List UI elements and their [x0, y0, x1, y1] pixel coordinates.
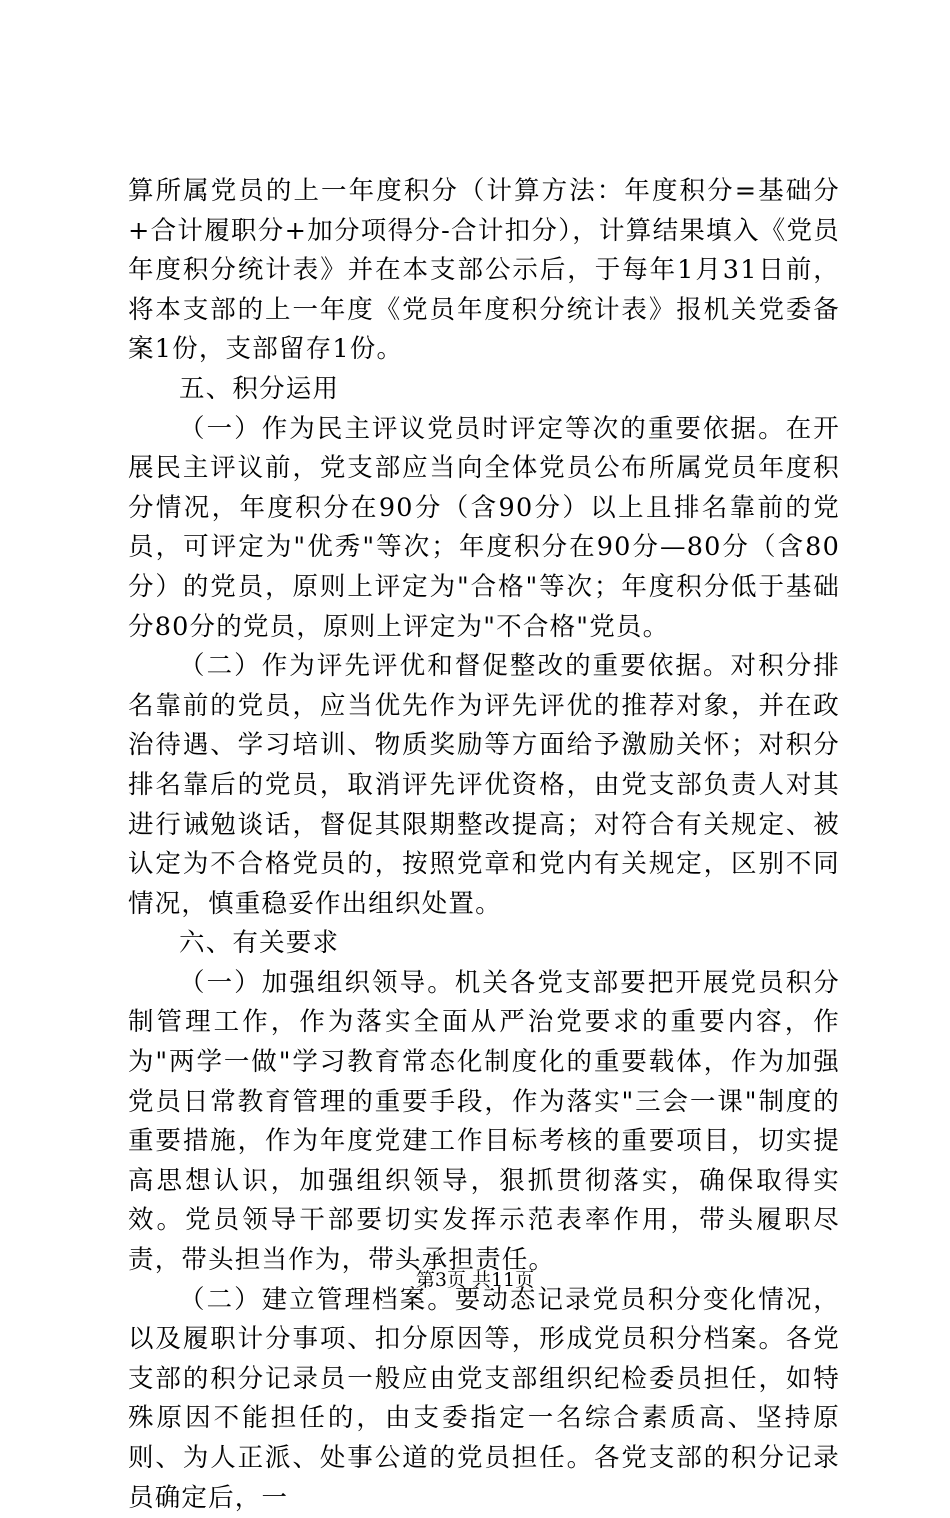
paragraph-six-two: （二）建立管理档案。要动态记录党员积分变化情况，以及履职计分事项、扣分原因等，形成党员积分档案。各党支部的积分记录员一般应由党支部组织纪检委员担任，如特殊原因不能担任的，由支委指定一名综合素质高、坚持原则、为人正派、处事公道的党员担任。各党支部的积分记录员确定后，一: [128, 1284, 840, 1513]
paragraph-six-one: （一）加强组织领导。机关各党支部要把开展党员积分制管理工作，作为落实全面从严治党要求的重要内容，作为"两学一做"学习教育常态化制度化的重要载体，作为加强党员日常教育管理的重要手段，作为落实"三会一课"制度的重要措施，作为年度党建工作目标考核的重要项目，切实提高思想认识，加强组织领导，狠抓贯彻落实，确保取得实效。党员领导干部要切实发挥示范表率作用，带头履职尽责，带头担当作为，带头承担责任。: [128, 967, 840, 1276]
document-body: [128, 172, 840, 1518]
paragraph-five-one: （一）作为民主评议党员时评定等次的重要依据。在开展民主评议前，党支部应当向全体党员公布所属党员年度积分情况，年度积分在90分（含90分）以上且排名靠前的党员，可评定为"优秀"等次；年度积分在90分—80分（含80分）的党员，原则上评定为"合格"等次；年度积分低于基础分80分的党员，原则上评定为"不合格"党员。: [128, 413, 840, 642]
section-heading-six: 六、有关要求: [179, 928, 340, 959]
page-number-footer: 第3页 共11页: [415, 1269, 535, 1291]
paragraph-five-two: （二）作为评先评优和督促整改的重要依据。对积分排名靠前的党员，应当优先作为评先评优的推荐对象，并在政治待遇、学习培训、物质奖励等方面给予激励关怀；对积分排名靠后的党员，取消评先评优资格，由党支部负责人对其进行诫勉谈话，督促其限期整改提高；对符合有关规定、被认定为不合格党员的，按照党章和党内有关规定，区别不同情况，慎重稳妥作出组织处置。: [128, 651, 840, 919]
section-heading-five: 五、积分运用: [179, 373, 340, 404]
paragraph-continuation: 算所属党员的上一年度积分（计算方法：年度积分=基础分+合计履职分+加分项得分-合计扣分），计算结果填入《党员年度积分统计表》并在本支部公示后，于每年1月31日前，将本支部的上一年度《党员年度积分统计表》报机关党委备案1份，支部留存1份。: [128, 176, 840, 365]
